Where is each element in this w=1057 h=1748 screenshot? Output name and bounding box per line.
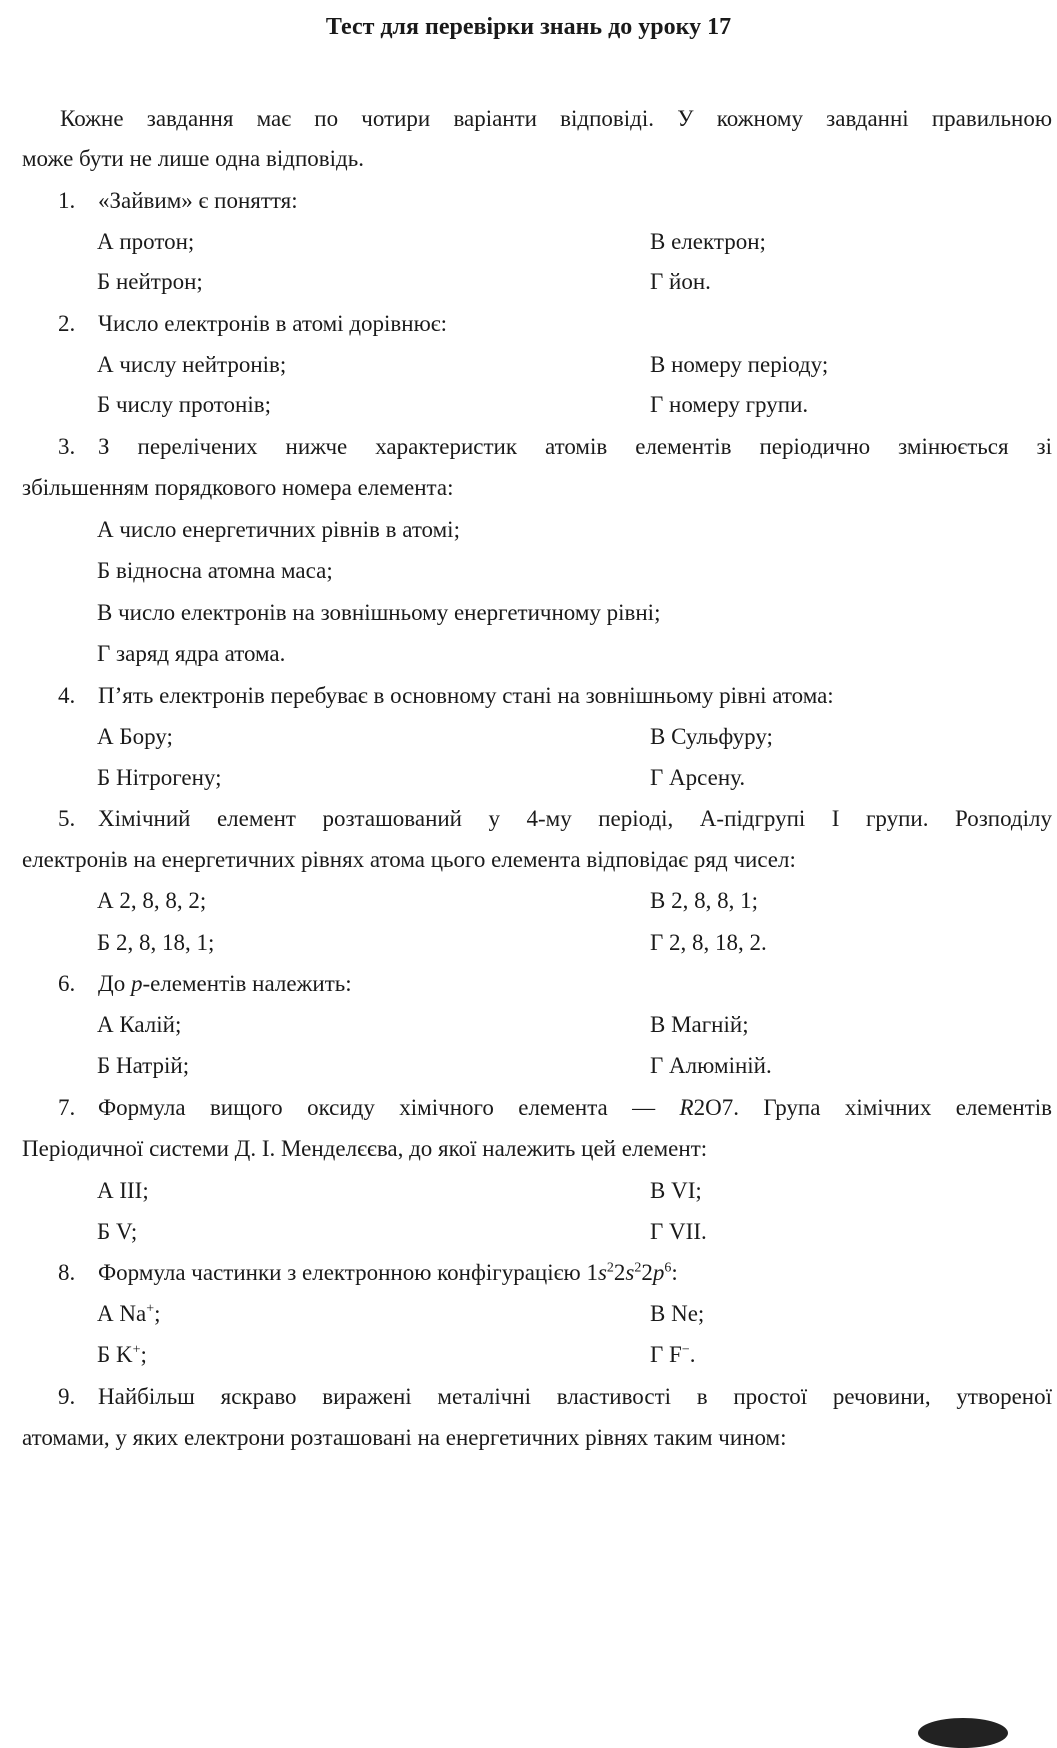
question-text: «Зайвим» є поняття: <box>98 188 298 213</box>
question-4 <box>58 683 1057 709</box>
page-title: Тест для перевірки знань до уроку 17 <box>325 14 732 40</box>
question-number: 6. <box>58 971 76 996</box>
question-number: 3. <box>58 434 76 459</box>
question-text-post: -елементів належить: <box>142 971 352 996</box>
question-text: Число електронів в атомі дорівнює: <box>98 311 448 336</box>
q1-option-g: Г йон. <box>650 269 711 294</box>
question-9-cont: атомами, у яких електрони розташовані на енергетичних рівнях таким чином: <box>22 1425 787 1450</box>
question-3-cont: збільшенням порядкового номера елемента: <box>22 475 454 500</box>
q6-option-b: Б Натрій; <box>97 1053 190 1078</box>
question-2 <box>58 311 1057 337</box>
q4-option-a: А Бору; <box>97 724 173 749</box>
question-text: Хімічний елемент розташований у 4-му періоді, А-підгрупі I групи. Розподілу <box>98 806 1052 831</box>
q2-option-b: Б числу протонів; <box>97 392 271 417</box>
question-number: 1. <box>58 188 76 213</box>
q1-option-v: В електрон; <box>650 229 766 254</box>
question-6 <box>58 971 1057 997</box>
question-text-pre: До <box>98 971 131 996</box>
question-text-pre: Формула вищого оксиду хімічного елемента — <box>98 1095 680 1120</box>
intro-line-1: Кожне завдання має по чотири варіанти відповіді. У кожному завданні правильною <box>60 106 1052 131</box>
question-text: Найбільш яскраво виражені металічні властивості в простої речовини, утвореної <box>98 1384 1052 1409</box>
question-text-italic: R <box>679 1095 694 1120</box>
question-text: З перелічених нижче характеристик атомів елементів періодично змінюється зі <box>98 434 1052 459</box>
question-text: П’ять електронів перебуває в основному стані на зовнішньому рівні атома: <box>98 683 834 708</box>
q5-option-v: В 2, 8, 8, 1; <box>650 888 758 913</box>
question-number: 2. <box>58 311 76 336</box>
q3-option-g: Г заряд ядра атома. <box>97 641 286 666</box>
question-number: 9. <box>58 1384 76 1409</box>
q8-option-b: Б K+; <box>97 1342 147 1367</box>
q6-option-v: В Магній; <box>650 1012 749 1037</box>
question-text: Формула частинки з електронною конфігурацією <box>98 1260 587 1285</box>
q7-option-g: Г VII. <box>650 1219 707 1244</box>
q5-option-a: А 2, 8, 8, 2; <box>97 888 207 913</box>
q3-option-a: А число енергетичних рівнів в атомі; <box>97 517 460 542</box>
q1-option-a: А протон; <box>97 229 195 254</box>
q4-option-g: Г Арсену. <box>650 765 746 790</box>
q5-option-b: Б 2, 8, 18, 1; <box>97 930 215 955</box>
electron-configuration: $1s^22s^22p^6$: <box>586 1260 678 1285</box>
q8-option-v: В Ne; <box>650 1301 705 1326</box>
question-7-cont: Періодичної системи Д. І. Менделєєва, до якої належить цей елемент: <box>22 1136 708 1161</box>
question-9 <box>58 1384 1052 1410</box>
scan-artifact <box>918 1718 1008 1748</box>
q3-option-v: В число електронів на зовнішньому енергетичному рівні; <box>97 600 661 625</box>
q7-option-v: В VI; <box>650 1178 702 1203</box>
q8-option-g: Г F−. <box>650 1342 696 1367</box>
q2-option-v: В номеру періоду; <box>650 352 829 377</box>
q4-option-b: Б Нітрогену; <box>97 765 222 790</box>
question-3 <box>58 434 1052 460</box>
q1-option-b: Б нейтрон; <box>97 269 203 294</box>
question-number: 7. <box>58 1095 76 1120</box>
q3-option-b: Б відносна атомна маса; <box>97 558 333 583</box>
question-5 <box>58 806 1052 832</box>
question-7 <box>58 1095 1052 1121</box>
intro-line-2: може бути не лише одна відповідь. <box>22 146 364 171</box>
question-number: 5. <box>58 806 76 831</box>
q6-option-g: Г Алюміній. <box>650 1053 772 1078</box>
question-8 <box>58 1260 1057 1286</box>
question-text-post: 2O7. Група хімічних елементів <box>693 1095 1052 1120</box>
q7-option-b: Б V; <box>97 1219 138 1244</box>
q7-option-a: А III; <box>97 1178 149 1203</box>
question-number: 8. <box>58 1260 76 1285</box>
q4-option-v: В Сульфуру; <box>650 724 773 749</box>
q6-option-a: А Калій; <box>97 1012 182 1037</box>
question-1 <box>58 188 1057 214</box>
question-text-italic: p <box>130 971 143 996</box>
q8-option-a: А Na+; <box>97 1301 161 1326</box>
q2-option-g: Г номеру групи. <box>650 392 809 417</box>
q5-option-g: Г 2, 8, 18, 2. <box>650 930 767 955</box>
q2-option-a: А числу нейтронів; <box>97 352 287 377</box>
question-number: 4. <box>58 683 76 708</box>
question-5-cont: електронів на енергетичних рівнях атома цього елемента відповідає ряд чисел: <box>22 847 796 872</box>
